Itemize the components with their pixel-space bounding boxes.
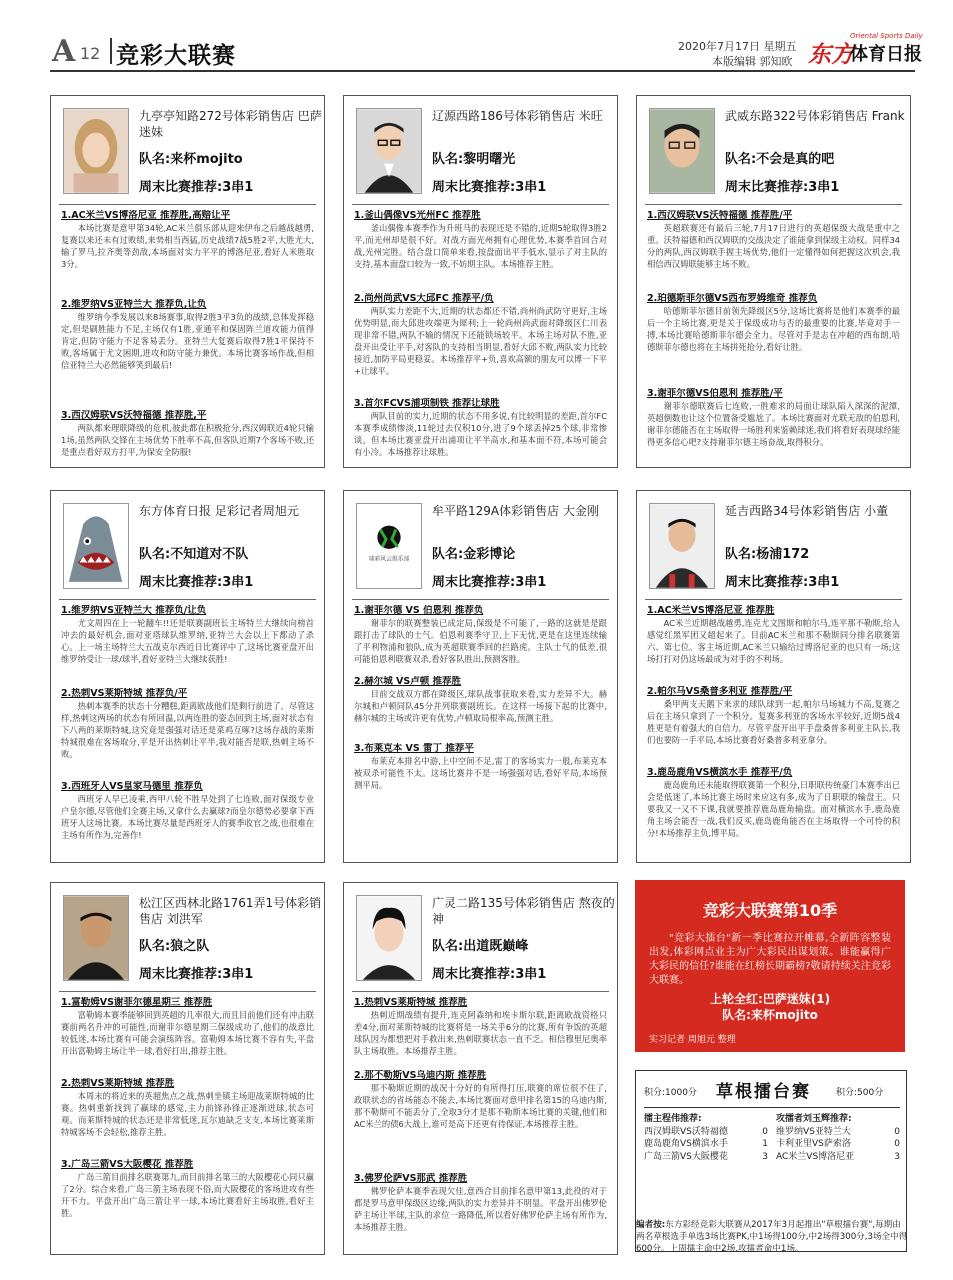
weekend-pick: 周末比赛推荐:3串1 [139,967,254,982]
shop-name: 东方体育日报 足彩记者周旭元 [139,504,299,518]
champion-head: 擂主程伟推荐: [644,1114,702,1124]
match-title: 3.鹿岛鹿角VS横滨水手 推荐平/负 [647,767,793,778]
pick-match: 鹿岛鹿角VS横滨水手 [644,1139,728,1149]
masthead-brand-black: 体育日报 [850,44,922,65]
pick-result: 0 [762,1126,768,1137]
match-title: 3.首尔FCVS浦项制铁 推荐让球胜 [354,398,500,409]
team-name: 队名:出道既巅峰 [432,939,529,954]
match-item [61,605,314,687]
champion-points: 积分:1000分 [644,1088,697,1098]
match-item [647,388,900,461]
match-item [647,293,900,387]
weekend-pick: 周末比赛推荐:3串1 [432,967,547,982]
promo-title: 竞彩大联赛第10季 [702,901,838,920]
match-item [61,299,314,409]
match-list [61,997,314,1248]
card-divider [59,204,316,205]
card-divider [59,599,316,600]
match-item [61,997,314,1077]
match-analysis: 富勒姆本赛季能够回到英超的几率很大,而且目前他们还有冲击联赛前两名升冲的可能性,而谢菲尔德星期三保级成功了,他们的战意比较低迷,本场比赛有可能会演练阵容。富勒姆本场比赛不容有失,平盘开出富勒姆主场让半一球,看好打出,推荐主胜。 [61,1010,314,1056]
issue-date: 2020年7月17日 星期五 [678,40,797,53]
team-name: 队名:来杯mojito [139,152,243,167]
pick-row [776,1138,900,1151]
grassroots-title: 草根擂台赛 [716,1082,811,1102]
match-item [354,293,607,397]
header-rule [50,70,915,72]
match-title: 3.广岛三箭VS大阪樱花 推荐胜 [61,1159,194,1170]
avatar [63,503,129,589]
match-item [647,605,900,685]
shop-name: 牟平路129A体彩销售店 大金刚 [432,504,599,518]
match-item [61,1159,314,1241]
pick-match: 卡利亚里VS萨索洛 [776,1139,851,1149]
tipster-profile [51,491,324,599]
match-item [354,605,607,675]
match-title: 1.维罗纳VS亚特兰大 推荐负/让负 [61,605,207,616]
card-divider [352,599,609,600]
grassroots-contest [635,1070,907,1252]
match-analysis: 佛罗伦萨本赛季表现欠佳,意西合目前排名意甲第13,此役的对于都是罗马意甲保级区边缘,两队的实力差异并不明显。平盘开出佛罗伦萨主场让半球,主队的求位一路降低,所以看好佛罗伦萨主场有所作为,本场推荐主胜。 [354,1186,607,1232]
avatar [356,503,422,589]
match-item [61,1078,314,1158]
tipster-profile [637,96,910,204]
match-title: 2.珀德斯菲尔德VS西布罗姆维奇 推荐负 [647,293,818,304]
avatar [63,895,129,981]
pick-row [644,1126,768,1139]
masthead-brand-red: 东方 [808,42,854,68]
match-list [647,210,900,461]
match-title: 1.釜山偶像VS光州FC 推荐胜 [354,210,481,221]
match-title: 2.那不勒斯VS乌迪内斯 推荐胜 [354,1070,487,1081]
card-divider [645,599,902,600]
pick-result: 3 [894,1151,900,1162]
weekend-pick: 周末比赛推荐:3串1 [432,180,547,195]
card-divider [645,204,902,205]
match-item [61,781,314,856]
match-title: 3.谢菲尔德VS伯恩利 推荐胜/平 [647,388,783,399]
match-title: 1.热刺VS莱斯特城 推荐胜 [354,997,468,1008]
promo-body: "竞彩大擂台"新一季比赛拉开帷幕,全新阵容整装出发,体彩网点业主为广大彩民出谋划策。谁能赢得广大彩民的信任?谁能在红榜长期霸榜?敬请持续关注竞彩大联赛。 [649,933,891,986]
weekend-pick: 周末比赛推荐:3串1 [725,575,840,590]
match-item [61,410,314,461]
page-number: 12 [80,44,101,63]
promo-box [635,880,905,1052]
promo-credit: 实习记者 周旭元 整理 [649,1035,736,1045]
tipster-profile [344,96,617,204]
match-title: 3.布莱克本 VS 雷丁 推荐平 [354,743,474,754]
avatar [63,108,129,194]
match-analysis: 鹿岛鹿角还未能取得联赛第一个积分,日职联传统豪门本赛季出已会是低迷了,本场比赛主场时来应这有多,成为了日职联的输盘王。只要我又一又不下课,我就要推荐鹿岛鹿角输盘。面对横滨水手,鹿岛鹿角主场会能否一战,我们反买,鹿岛鹿角能否在主场取得一个可怜的积分!本场推荐主负,博平局。 [647,780,900,838]
pick-row [644,1151,768,1164]
card-divider [352,991,609,992]
tipster-card [343,490,618,863]
match-analysis: 目前交战双方都在降级区,球队战事获取来看,实力差异不大。赫尔城和卢顿同队45分并列联赛副班长。在这样一场接下起的比赛中,赫尔城的主场或许更有优势,卢顿取局根率高,预测主胜。 [354,689,607,723]
match-analysis: 两队目前的实力,近期的状态不用多说,有比较明显的差距,首尔FC本赛季成绩惨淡,11轮过去仅积10分,进了9个球丢掉25个球,非常惨谈。但本场比赛亚盘开出浦项让平半高水,和基本面不符,本场可能会有小冷。本场推荐让球胜。 [354,411,607,457]
match-analysis: 釜山偶像本赛季作为升班马的表现还是不错的,近期5轮取得3胜2平,而光州却是很不好。对战方面光州拥有心理优势,本赛季首回合对战,光州完胜。结合盘口简单来看,按盘面出平手低水,显示了对主队的支持,基本面盘口较为一致,不妨期主队。本场推荐主胜。 [354,223,607,269]
avatar [649,108,715,194]
team-name: 队名:狼之队 [139,939,210,954]
champion-picks [644,1113,768,1163]
masthead-logo [800,32,925,68]
pick-row [776,1126,900,1139]
match-item [354,398,607,461]
pick-row [776,1151,900,1164]
pick-result: 1 [762,1139,768,1149]
weekend-pick: 周末比赛推荐:3串1 [139,180,254,195]
card-divider [352,204,609,205]
match-item [354,997,607,1069]
tipster-profile [51,96,324,204]
pick-result: 0 [894,1126,900,1137]
match-item [354,1173,607,1248]
shop-name: 辽源西路186号体彩销售店 米旺 [432,109,603,123]
match-item [61,210,314,298]
match-title: 1.AC米兰VS博洛尼亚 推荐胜 [647,605,775,616]
match-title: 2.尚州尚武VS大邱FC 推荐平/负 [354,293,494,304]
match-list [354,605,607,856]
match-analysis: 热刺本赛季的状态十分糟糕,距离欧战他们是剩行前进了。尽管这样,热刺这两场的状态有所回温,以两连胜的姿态回到主场,面对状态有下八两的莱斯特城,这究竟是强强对话还是菜鸡互啄?这场存战的莱斯特城很难在客场取分,平是开出热刺让平半,我对能否是联,热刺主场不败。 [61,701,314,759]
match-analysis: 本场比赛是意甲第34轮,AC米兰俱乐部从迎来伊布之后越战越勇,复赛以来还未有过败绩,来势相当西猛,历史战绩7战5胜2平,大胜尤大,输了罗马,拉齐奥等劲敌,本场面对实力平平的博洛尼亚,看好人米胜取3分。 [61,223,314,269]
promo-winner-team: 队名:来杯mojito [722,1008,818,1022]
shop-name: 松江区西林北路1761弄1号体彩销售店 刘洪军 [139,896,322,926]
match-title: 1.富勒姆VS谢菲尔德星期三 推荐胜 [61,997,213,1008]
weekend-pick: 周末比赛推荐:3串1 [725,180,840,195]
tipster-card [636,95,911,468]
match-item [354,210,607,292]
match-analysis: 两队实力差距不大,近期的状态都还不错,尚州尚武防守更好,主场优势明显,而大邱进攻端更为犀利;上一轮尚州尚武面对降级区仁川表现非常不错,两队不输的情况下还能锁场较平。本场主场对队不胜,亚盘开出受让平手,对客队的支持相当明显,看好大邱不败,两队实力比较接近,加防平局更稳妥。本场推荐平+负,喜欢高额的朋友可以博一下平+让球平。 [354,306,607,376]
match-title: 2.热刺VS莱斯特城 推荐负/平 [61,688,188,699]
team-name: 队名:不会是真的吧 [725,152,835,167]
match-title: 3.西汉姆联VS沃特福德 推荐胜,平 [61,410,207,421]
tipster-card [343,95,618,468]
match-list [647,605,900,856]
page-header [50,32,923,70]
page-letter: A [52,34,76,69]
team-name: 队名:杨浦172 [725,547,810,562]
match-title: 2.赫尔城 VS卢顿 推荐胜 [354,676,462,687]
match-analysis: 维罗纳今季发展以来8场赛事,取得2胜3平3负的战绩,总体发挥稳定,但是刷胜能力不足,主场仅有1胜,亚通平和保固阵兰道攻能力值得肯定,但防守能力不足客易丢分。亚特兰大复赛后取得7胜1平保持不败,客场属于尤文困期,进攻和防守能力兼优。本场比赛客场作战,但相信亚特兰大必然能够笑到最后! [61,312,314,370]
tipster-profile [637,491,910,599]
team-name: 队名:金彩博论 [432,547,516,562]
match-analysis: 本周末的将近来的英超焦点之战,热刺坐镇主场迎战莱斯特城的比赛。热刺重新找到了赢球的感觉,主力前锋孙锋正逐渐进球,状态可观。而莱斯特城的状态还是非常低迷,瓦尔迪缺乏支支,本场比赛莱斯特城客场不会轻松,推荐主胜。 [61,1091,314,1137]
match-analysis: 广岛三箭目前排名联赛第九,而目前排名第三的大阪樱花心同只赢了2分。综合来看,广岛三箭主场表现不俗,而大阪樱花的客场进攻有些开不力。平盘开出广岛三箭让平一球,本场比赛看好主场取胜,看好主胜。 [61,1172,314,1218]
match-analysis: 谢菲尔的联赛整装已成定局,保级是不可能了,一路的这就是是跟跟打击了球队的士气。伯恩利赛季守卫,上下无忧,更是在这里连续输了平利物浦和狼队,成为英超联赛季回的拦路虎。主队士气的低差,很可能伯恩利联赛双杀,看好客队胜出,预测客胜。 [354,618,607,664]
team-name: 队名:黎明曙光 [432,152,516,167]
tipster-card [636,490,911,863]
promo-winner: 上轮全红:巴萨迷妹(1) [709,992,831,1006]
match-analysis: 尤文周四在上一轮翻车!!还是联赛副班长主场特兰大继续向榜首冲去的最好机会,面对亚塔球队维罗纳,亚特兰大会以上下都动了杀心。上一场主场特兰大五战克尔西近日比赛评中了,这场比赛亚盘开出维罗纳受让一球/球半,看好亚特兰大继续获胜! [61,618,314,664]
pick-row [644,1138,768,1151]
editor-note [636,1219,908,1255]
tipster-profile [344,491,617,599]
shop-name: 武威东路322号体彩销售店 Frank [725,109,905,123]
editor-note-label: 编者按: [636,1220,666,1230]
match-analysis: AC米兰近期越战越勇,连克尤文图斯和帕尔马,连平那不勒斯,给人感觉红黑军团又超起来了。目前AC米兰和那不勒斯同分排名联赛第六、第七位。客主场近期,AC米兰只输给过博洛尼亚的也只有一场;这场打打对仍这场最成为对手的不利场。 [647,618,900,664]
match-list [61,210,314,461]
match-analysis: 谢菲尔德联赛后七连败,一胜难求的局面让球队陷入深深的泥潭,英超倒数也让这个位置备受尴尬了。本场比赛面对尤联无敌的伯恩利,谢菲尔德能否在主场取得一场胜利来鉴赖球迷,我们将看好表现球经能得更多信心吧?支持谢菲尔德主场奋战,取得积分。 [647,401,900,447]
match-analysis: 布莱克本排名中游,上中空间不足,雷丁的客场实力一般,布莱克本被双杀可能性不太。这场比赛并不是一场强强对话,看好平局,本场预测平局。 [354,756,607,790]
pick-match: 广岛三箭VS大阪樱花 [644,1151,728,1162]
avatar [356,895,422,981]
tipster-card [50,490,325,863]
match-title: 3.西班牙人VS皇家马德里 推荐负 [61,781,203,792]
pick-match: AC米兰VS博洛尼亚 [776,1151,855,1162]
match-title: 2.热刺VS莱斯特城 推荐胜 [61,1078,175,1089]
match-analysis: 西班牙人早已凌乘,西甲八轮不胜早处到了七连败,面对保级专业户皇尔德,尽管他们全赛主场,又拿什么去赢球?而皇尔德势必要拿下西班牙人这场比赛。本场比赛尽量是西班牙人的赛季收官之战,也很难在主场有所作为,完善作! [61,794,314,840]
match-analysis: 桑甲两支天鹅下来求的球队球到一起,帕尔马场城力不高,复赛之后在主场只拿到了一个积分。复赛多利亚的客场水平较好,近期5战4胜更是有着强大的自信力。尽管平盘开出平手盘桑普多利亚主队长,我们也要防一手平局,本场比赛看好桑普多利亚拿分。 [647,699,900,745]
match-item [61,688,314,780]
match-analysis: 热刺近期战绩有提升,连克阿森纳和埃卡斯尔联,距离欧战资格只差4分,面对莱斯特城的比赛将是一场关乎6分的比赛,所有争饭的英超球队因为都想把对手救出来,热刺联赛状态一直不乏。相信穆里尼奥率队主场取胜。本场推荐主胜。 [354,1010,607,1056]
match-list [354,210,607,461]
svg-text:球彩风云俱乐部: 球彩风云俱乐部 [368,556,410,563]
avatar [356,108,422,194]
masthead-english: Oriental Sports Daily [850,32,923,40]
pick-match: 维罗纳VS亚特兰大 [776,1126,851,1137]
match-title: 3.佛罗伦萨VS那武 推荐胜 [354,1173,468,1184]
match-title: 2.维罗纳VS亚特兰大 推荐负,让负 [61,299,207,310]
grassroots-rule [644,1107,900,1108]
match-analysis: 那不勒斯近期的战况十分好的有所得打压,联赛的席位很不住了,政联状态的省场能态不能去,本场比赛面对意甲排名第15的乌迪内斯,那不勒斯可不能丢分了,全取3分才是那不勒斯本场比赛的关键,他们和AC米兰的债6大战上,谁可是高下还更有待保证,本场推荐主胜。 [354,1083,607,1129]
challenger-picks [776,1113,900,1163]
match-title: 2.帕尔马VS桑普多利亚 推荐胜/平 [647,686,793,697]
editor-credit: 本版编辑 郭知欧 [712,55,793,68]
challenger-head: 攻擂者刘玉辉推荐: [776,1114,852,1124]
tipster-card [50,95,325,468]
match-list [61,605,314,856]
match-item [647,767,900,856]
match-title: 1.西汉姆联VS沃特福德 推荐胜/平 [647,210,793,221]
match-analysis: 英超联赛还有最后三轮,7月17日进行的英超保级大战是重中之重。沃特福德和西汉姆联的交战决定了谁能拿到保级主动权。同样34分的两队,西汉姆联手握主场优势,他们一定懂得如何把握这次机会,我相信西汉姆联能够主场不败。 [647,223,900,269]
match-analysis: 哈德斯菲尔德目前领先降级区5分,这场比赛将是他们本赛季的最后一个主场比赛,更是关于保级成功与否的最重要的比赛,毕竟对手一搏,本场比赛哈德斯菲尔德会全力。尽管对手是志在冲超的西布朗,哈德斯菲尔德也将在主场拼死抢分,看好让胜。 [647,306,900,352]
match-title: 1.谢菲尔德 VS 伯恩利 推荐负 [354,605,484,616]
pick-result: 0 [894,1139,900,1149]
match-item [354,743,607,797]
tipster-card [343,882,618,1255]
match-list [354,997,607,1248]
section-title: 竞彩大联赛 [116,43,236,69]
card-divider [59,991,316,992]
tipster-card [50,882,325,1255]
tipster-profile [344,883,617,991]
match-title: 1.AC米兰VS博洛尼亚 推荐胜,高赔让平 [61,210,231,221]
match-analysis: 两队都来理联降级的危机,彼此都在积极抢分,西汉姆联近4轮只输1场,虽然两队交锋在主场优势下胜率不高,但客队近期7个客场不败,还是重点看好双方打平,为保安全防服! [61,423,314,457]
weekend-pick: 周末比赛推荐:3串1 [139,575,254,590]
challenger-points: 积分:500分 [836,1088,884,1098]
header-divider [110,38,112,64]
match-item [647,686,900,766]
shop-name: 广灵二路135号体彩销售店 熬夜的神 [432,896,615,926]
pick-result: 3 [762,1151,768,1162]
avatar [649,503,715,589]
match-item [354,1070,607,1172]
shop-name: 延吉西路34号体彩销售店 小董 [725,504,889,518]
match-item [647,210,900,292]
weekend-pick: 周末比赛推荐:3串1 [432,575,547,590]
tipster-profile [51,883,324,991]
match-item [354,676,607,742]
team-name: 队名:不知道对不队 [139,547,249,562]
pick-match: 西汉姆联VS沃特福德 [644,1126,728,1137]
shop-name: 九亭亭知路272号体彩销售店 巴萨迷妹 [139,109,322,139]
editor-note-text: 东方彩经竞彩大联赛从2017年3月起推出"草根擂台赛",每期由两名草根选手单选3场比赛PK,中1场得100分,中2场得300分,3场全中得600分。上周擂主命中2场,攻擂者命中1场。 [636,1220,908,1254]
